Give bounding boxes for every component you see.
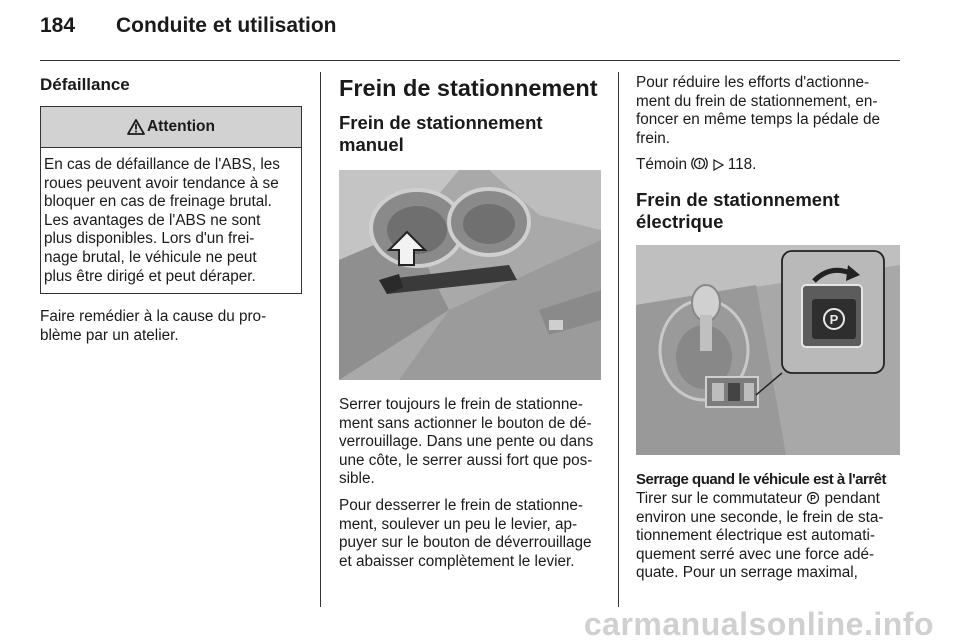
subsection-heading: Frein de stationnement électrique	[636, 188, 840, 232]
warning-line: plus être dirigé et peut déraper.	[44, 267, 256, 285]
electric-parking-brake-illustration	[636, 245, 900, 455]
warning-line: Les avantages de l'ABS ne sont	[44, 211, 261, 229]
body-paragraph: Pour desserrer le frein de stationne- ment, soulever un peu le levier, ap- puyer sur le bouton de déverrouillage et abaisser complètement le levier.	[339, 496, 592, 570]
warning-line: En cas de défaillance de l'ABS, les	[44, 156, 280, 173]
page-reference-arrow-icon	[713, 159, 724, 171]
svg-text:P: P	[829, 311, 839, 327]
body-paragraph: Faire remédier à la cause du pro- blème par un atelier.	[40, 308, 267, 344]
header-rule	[40, 60, 900, 61]
warning-triangle-icon	[127, 119, 145, 135]
subsection-heading: Serrage quand le véhicule est à l'arrêt	[636, 470, 887, 488]
page-title: Conduite et utilisation	[116, 14, 337, 37]
manual-handbrake-illustration	[339, 170, 601, 380]
watermark: carmanualsonline.info	[583, 606, 934, 642]
warning-line: roues peuvent avoir tendance à se	[44, 174, 279, 192]
section-heading: Défaillance	[40, 75, 130, 94]
page-reference: 118.	[727, 156, 757, 174]
warning-line: bloquer en cas de freinage brutal.	[44, 193, 272, 211]
page-header	[40, 14, 337, 38]
column-1	[40, 72, 302, 353]
warning-light-reference	[636, 156, 900, 175]
body-paragraph: Serrer toujours le frein de stationne- ment sans actionner le bouton de dé- verrouillage. Dans une pente ou dans une côte, le serrer aussi fort que pos- sible.	[339, 396, 594, 488]
warning-line: nage brutal, le véhicule ne peut	[44, 248, 257, 266]
warning-header	[41, 107, 301, 148]
subsection-heading: Frein de stationnement manuel	[339, 112, 543, 155]
column-divider	[618, 72, 619, 607]
page-number: 184	[40, 14, 76, 37]
warning-title: Attention	[146, 118, 215, 135]
warning-line: plus disponibles. Lors d'un frei-	[44, 230, 255, 248]
column-divider	[320, 72, 321, 607]
column-2	[339, 72, 601, 579]
column-3	[636, 72, 900, 591]
parking-brake-switch-icon	[806, 491, 820, 505]
body-paragraph: Tirer sur le commutateur P pendant environ une seconde, le frein de sta- tionnement électrique est automati- quement serré avec une force adé- quate. Pour un serrage maximal,	[636, 489, 884, 582]
svg-text:P: P	[810, 493, 817, 504]
warning-box	[40, 106, 302, 294]
section-heading: Frein de stationnement	[339, 75, 598, 101]
warning-body	[41, 148, 301, 293]
temoin-label: Témoin	[636, 156, 688, 174]
parking-brake-warning-icon	[691, 156, 708, 171]
body-paragraph: Pour réduire les efforts d'actionne- ment du frein de stationnement, en- foncer en même temps la pédale de frein.	[636, 74, 881, 147]
